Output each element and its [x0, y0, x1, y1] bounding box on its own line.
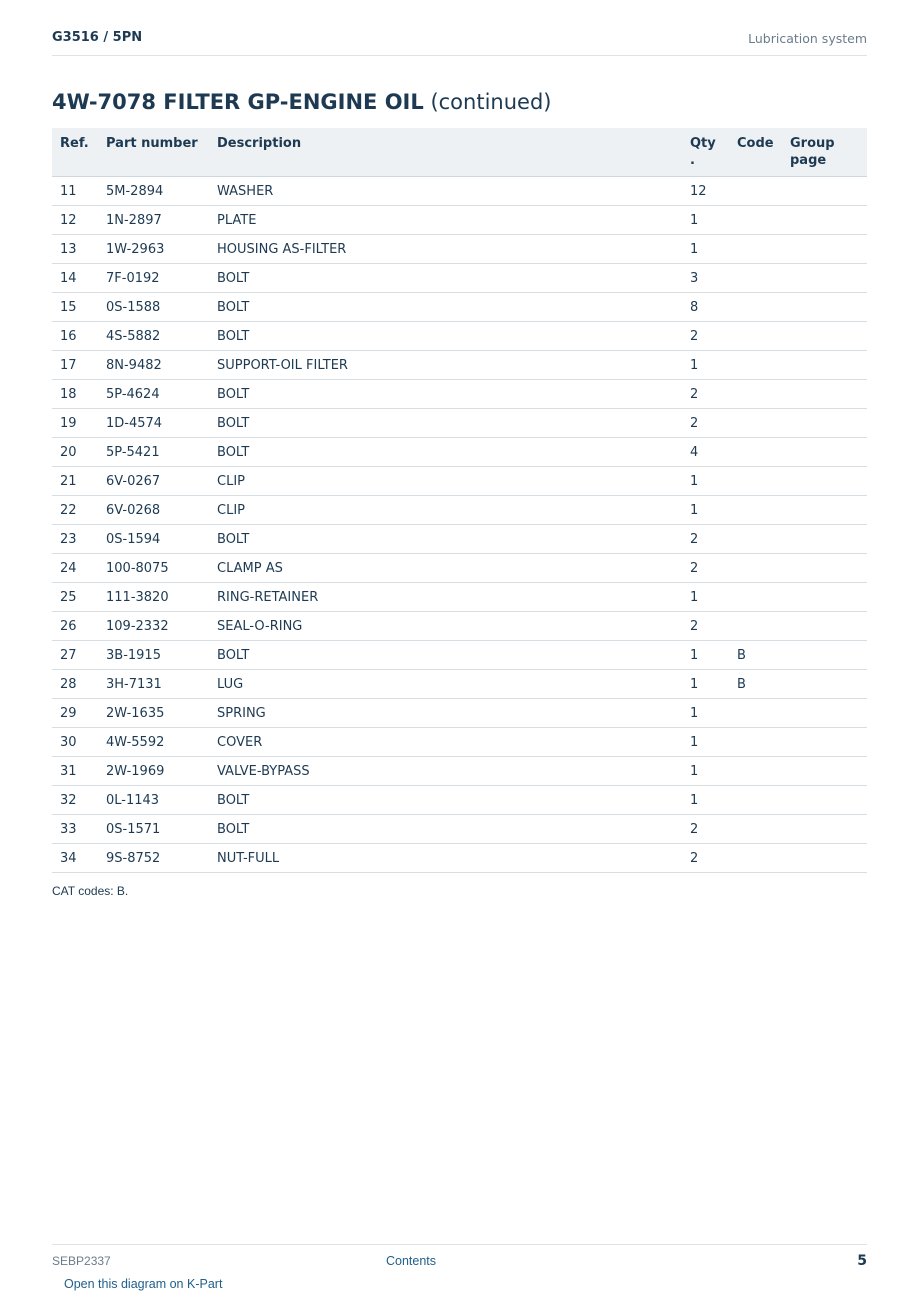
page-title — [52, 90, 551, 114]
cell-qty: 1 — [690, 242, 699, 257]
cell-qty: 8 — [690, 300, 699, 315]
table-row — [52, 467, 867, 496]
cell-part-number: 0S-1571 — [106, 822, 161, 837]
page-number: 5 — [857, 1253, 867, 1269]
cell-ref: 11 — [60, 184, 77, 199]
cell-ref: 25 — [60, 590, 77, 605]
cell-description: BOLT — [217, 329, 250, 344]
cell-ref: 22 — [60, 503, 77, 518]
cell-ref: 18 — [60, 387, 77, 402]
table-row — [52, 525, 867, 554]
cell-description: SUPPORT-OIL FILTER — [217, 358, 348, 373]
table-row — [52, 264, 867, 293]
table-row — [52, 235, 867, 264]
cell-description: WASHER — [217, 184, 274, 199]
cell-qty: 4 — [690, 445, 699, 460]
cell-part-number: 6V-0268 — [106, 503, 161, 518]
cell-part-number: 3H-7131 — [106, 677, 162, 692]
cell-qty: 2 — [690, 619, 699, 634]
cell-ref: 16 — [60, 329, 77, 344]
cell-ref: 29 — [60, 706, 77, 721]
col-qty-header-line1: Qty — [690, 136, 716, 151]
cell-ref: 34 — [60, 851, 77, 866]
cell-qty: 2 — [690, 851, 699, 866]
cell-part-number: 111-3820 — [106, 590, 169, 605]
cell-ref: 32 — [60, 793, 77, 808]
table-row — [52, 206, 867, 235]
cell-qty: 1 — [690, 793, 699, 808]
cell-qty: 1 — [690, 358, 699, 373]
cell-ref: 20 — [60, 445, 77, 460]
cell-part-number: 109-2332 — [106, 619, 169, 634]
col-ref-header: Ref. — [60, 136, 89, 151]
model-label: G3516 / 5PN — [52, 30, 143, 45]
table-row — [52, 728, 867, 757]
document-id: SEBP2337 — [52, 1254, 111, 1268]
cell-part-number: 5P-4624 — [106, 387, 160, 402]
cell-description: CLIP — [217, 503, 245, 518]
cell-description: PLATE — [217, 213, 257, 228]
table-body — [52, 177, 867, 873]
table-row — [52, 844, 867, 873]
col-group-header — [790, 135, 835, 169]
cell-description: VALVE-BYPASS — [217, 764, 310, 779]
cell-part-number: 9S-8752 — [106, 851, 161, 866]
cell-part-number: 1W-2963 — [106, 242, 165, 257]
title-suffix: (continued) — [430, 90, 552, 114]
cell-qty: 2 — [690, 822, 699, 837]
title-assembly: 4W-7078 FILTER GP-ENGINE OIL — [52, 90, 424, 114]
col-qty-header — [690, 135, 716, 169]
cell-part-number: 100-8075 — [106, 561, 169, 576]
cell-description: BOLT — [217, 416, 250, 431]
table-header — [52, 128, 867, 177]
col-code-header: Code — [737, 136, 774, 151]
cell-qty: 2 — [690, 416, 699, 431]
cell-ref: 17 — [60, 358, 77, 373]
cell-part-number: 1D-4574 — [106, 416, 163, 431]
cell-description: RING-RETAINER — [217, 590, 319, 605]
cell-description: BOLT — [217, 387, 250, 402]
cell-part-number: 2W-1969 — [106, 764, 165, 779]
table-row — [52, 322, 867, 351]
cell-ref: 13 — [60, 242, 77, 257]
table-row — [52, 699, 867, 728]
cell-part-number: 5M-2894 — [106, 184, 164, 199]
section-label: Lubrication system — [748, 31, 867, 46]
cell-qty: 12 — [690, 184, 707, 199]
cell-description: LUG — [217, 677, 244, 692]
cell-ref: 23 — [60, 532, 77, 547]
table-row — [52, 554, 867, 583]
cell-ref: 28 — [60, 677, 77, 692]
table-row — [52, 757, 867, 786]
cell-part-number: 8N-9482 — [106, 358, 162, 373]
cell-qty: 1 — [690, 648, 699, 663]
cell-ref: 31 — [60, 764, 77, 779]
cell-part-number: 0S-1594 — [106, 532, 161, 547]
col-group-header-line2: page — [790, 153, 827, 168]
cell-qty: 2 — [690, 387, 699, 402]
cell-description: COVER — [217, 735, 263, 750]
kpart-link[interactable]: Open this diagram on K-Part — [64, 1277, 223, 1291]
table-row — [52, 380, 867, 409]
parts-table — [52, 128, 867, 873]
cell-ref: 33 — [60, 822, 77, 837]
col-group-header-line1: Group — [790, 136, 835, 151]
table-row — [52, 583, 867, 612]
cell-qty: 1 — [690, 213, 699, 228]
cell-part-number: 7F-0192 — [106, 271, 160, 286]
table-row — [52, 293, 867, 322]
cell-ref: 14 — [60, 271, 77, 286]
cell-description: HOUSING AS-FILTER — [217, 242, 347, 257]
page-header — [52, 28, 867, 56]
cell-qty: 1 — [690, 764, 699, 779]
cell-qty: 1 — [690, 503, 699, 518]
cell-description: SEAL-O-RING — [217, 619, 303, 634]
cell-ref: 19 — [60, 416, 77, 431]
cell-ref: 30 — [60, 735, 77, 750]
cell-description: CLAMP AS — [217, 561, 283, 576]
cell-ref: 24 — [60, 561, 77, 576]
table-row — [52, 786, 867, 815]
cell-qty: 2 — [690, 561, 699, 576]
cell-part-number: 5P-5421 — [106, 445, 160, 460]
cell-qty: 3 — [690, 271, 699, 286]
table-row — [52, 612, 867, 641]
cell-qty: 1 — [690, 590, 699, 605]
cell-ref: 12 — [60, 213, 77, 228]
col-part-header: Part number — [106, 136, 198, 151]
cell-code: B — [737, 648, 746, 663]
cell-qty: 1 — [690, 677, 699, 692]
cell-part-number: 0L-1143 — [106, 793, 160, 808]
cell-ref: 26 — [60, 619, 77, 634]
cell-ref: 21 — [60, 474, 77, 489]
cell-part-number: 3B-1915 — [106, 648, 161, 663]
cell-part-number: 4S-5882 — [106, 329, 161, 344]
cell-qty: 2 — [690, 329, 699, 344]
cell-description: BOLT — [217, 445, 250, 460]
table-row — [52, 815, 867, 844]
col-desc-header: Description — [217, 136, 302, 151]
cell-ref: 15 — [60, 300, 77, 315]
table-row — [52, 409, 867, 438]
cell-description: SPRING — [217, 706, 266, 721]
cell-description: BOLT — [217, 648, 250, 663]
table-row — [52, 177, 867, 206]
page-footer — [52, 1244, 867, 1275]
cell-part-number: 2W-1635 — [106, 706, 165, 721]
cat-codes-note: CAT codes: B. — [52, 884, 129, 898]
table-row — [52, 670, 867, 699]
contents-link[interactable]: Contents — [386, 1254, 437, 1268]
cell-qty: 1 — [690, 706, 699, 721]
cell-description: CLIP — [217, 474, 245, 489]
col-qty-header-line2: . — [690, 153, 695, 168]
cell-part-number: 4W-5592 — [106, 735, 165, 750]
table-row — [52, 438, 867, 467]
cell-ref: 27 — [60, 648, 77, 663]
cell-description: BOLT — [217, 532, 250, 547]
cell-description: BOLT — [217, 271, 250, 286]
table-row — [52, 496, 867, 525]
cell-qty: 1 — [690, 735, 699, 750]
cell-description: NUT-FULL — [217, 851, 280, 866]
cell-part-number: 6V-0267 — [106, 474, 161, 489]
cell-code: B — [737, 677, 746, 692]
cell-part-number: 1N-2897 — [106, 213, 162, 228]
cell-description: BOLT — [217, 822, 250, 837]
table-row — [52, 351, 867, 380]
cell-part-number: 0S-1588 — [106, 300, 161, 315]
table-row — [52, 641, 867, 670]
cell-description: BOLT — [217, 300, 250, 315]
cell-qty: 2 — [690, 532, 699, 547]
cell-qty: 1 — [690, 474, 699, 489]
cell-description: BOLT — [217, 793, 250, 808]
